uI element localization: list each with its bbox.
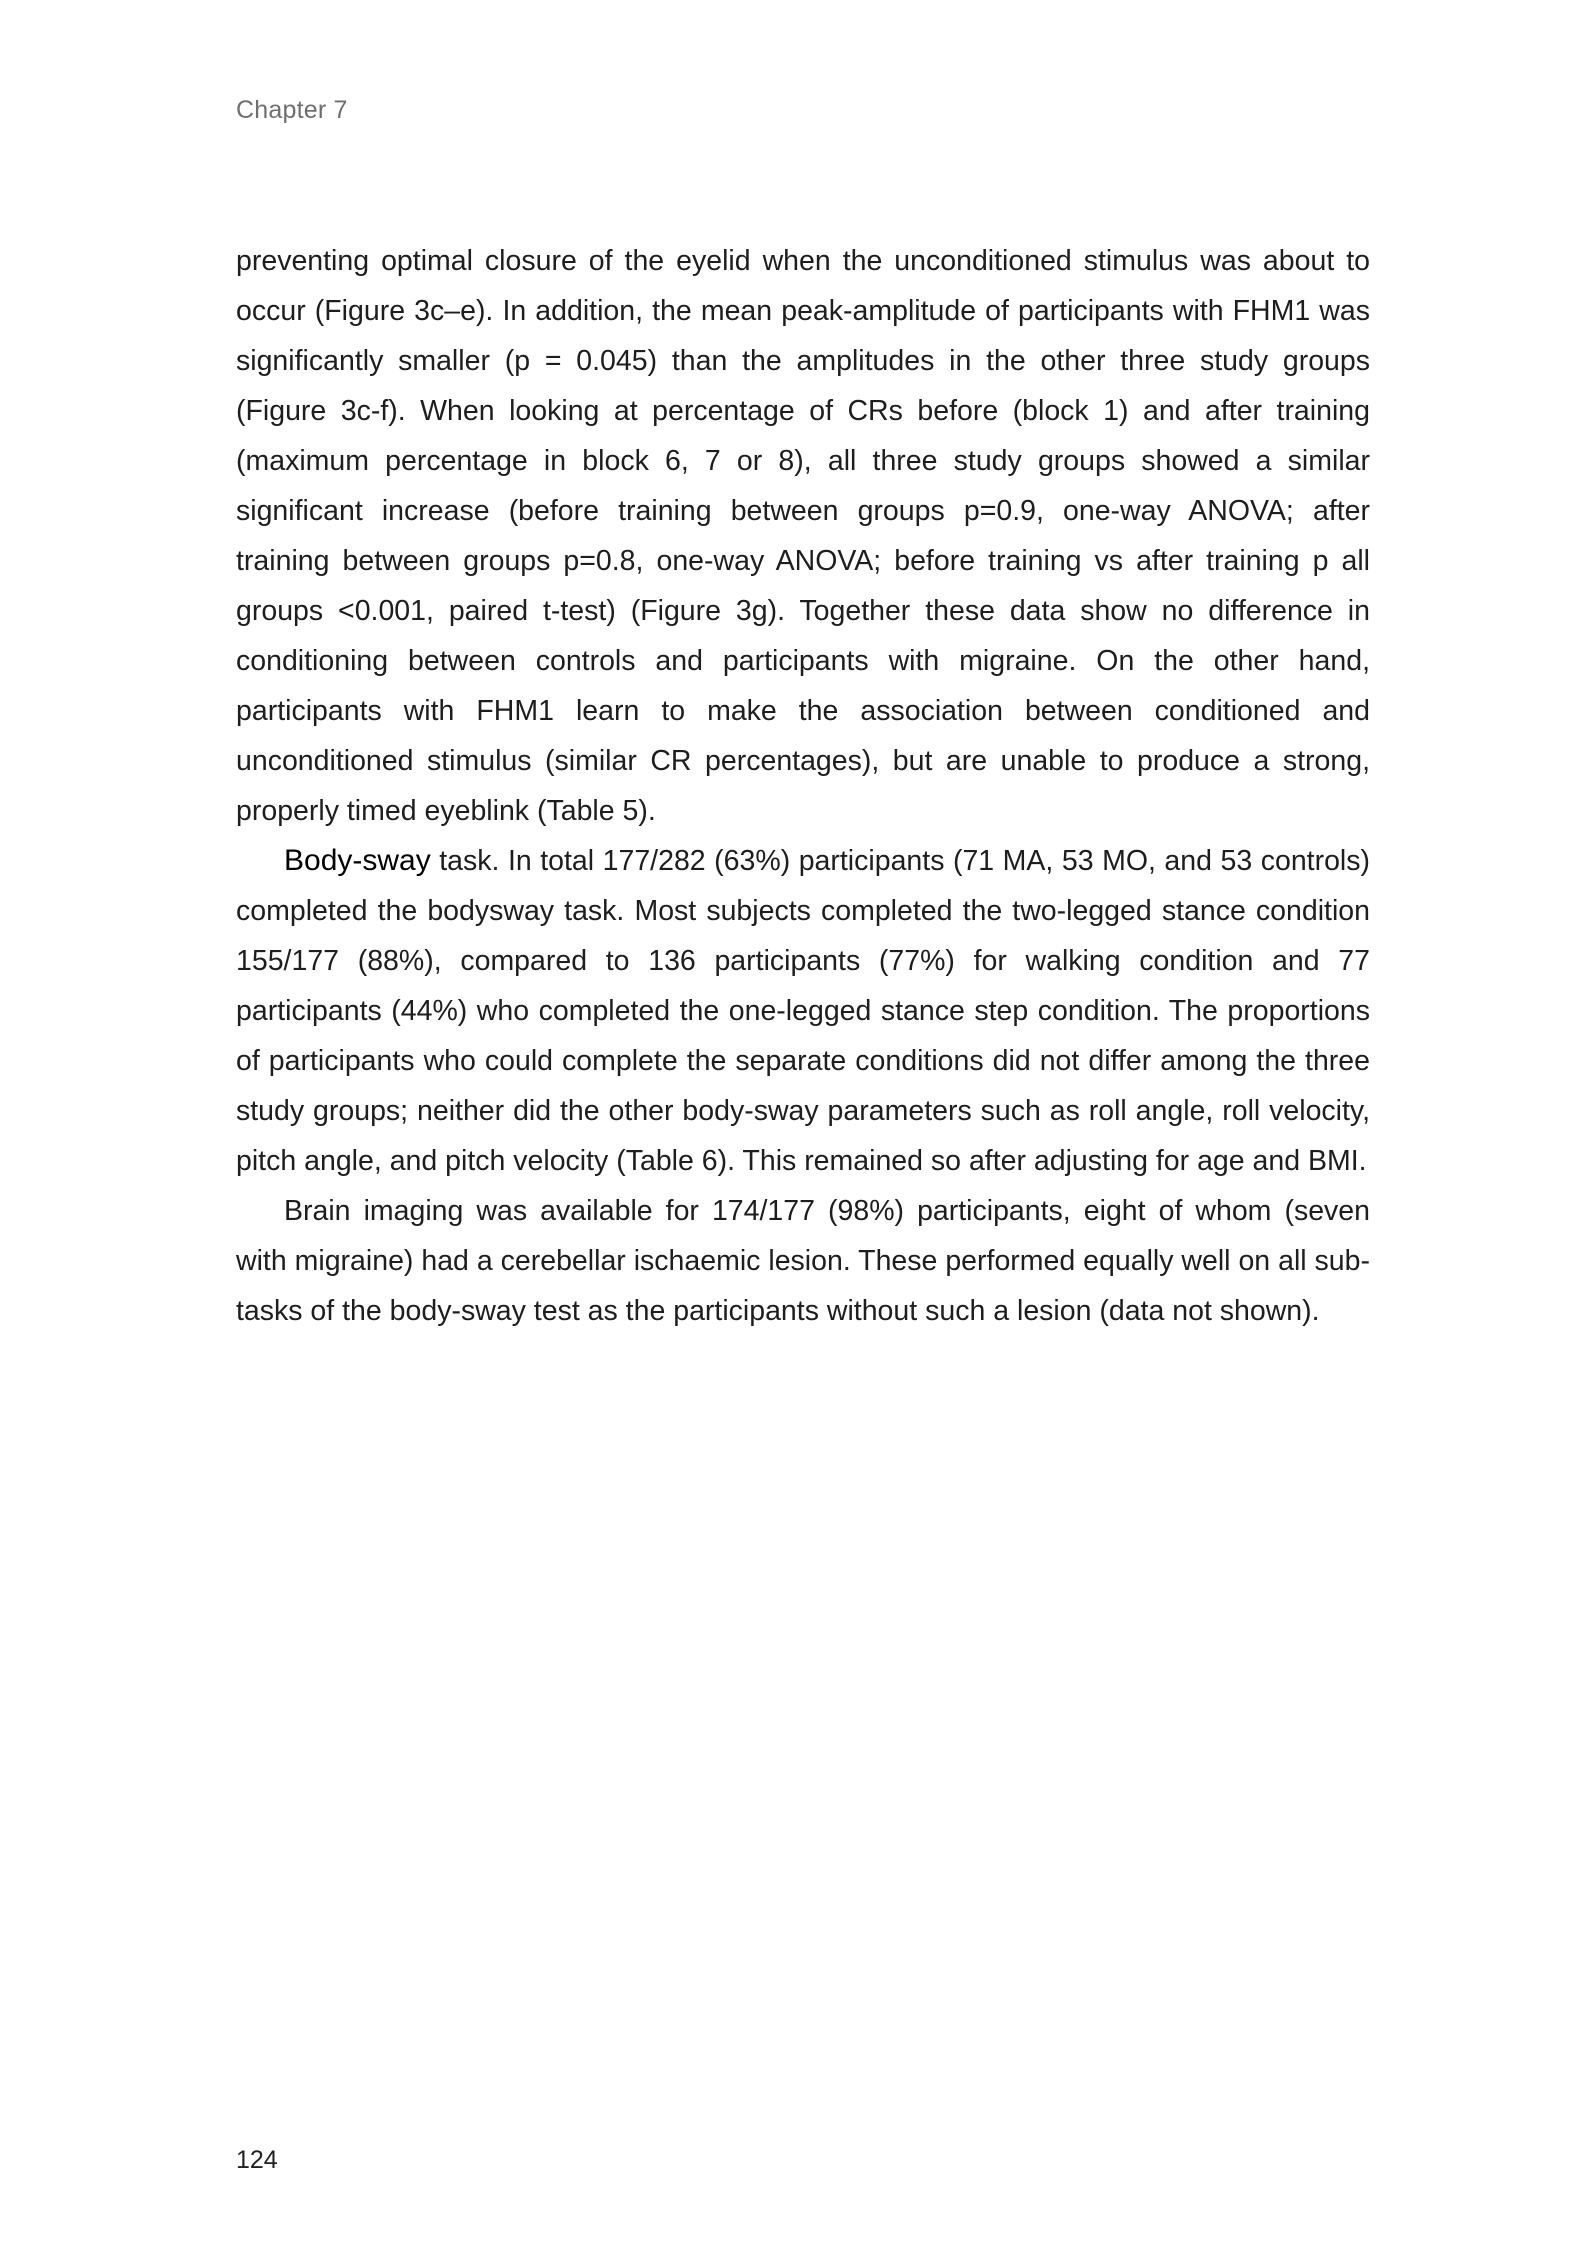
paragraph-body-sway-text: task. In total 177/282 (63%) participants (71 MA, 53 MO, and 53 controls) completed the bodysway task. Most subjects completed the two-legged stance condition 155/177 (88%), compared to 136 participants (77%) for walking condition and 77 participants (44%) who completed the one-legged stance step condition. The proportions of participants who could complete the separate conditions did not differ among the three study groups; neither did the other body-sway parameters such as roll angle, roll velocity, pitch angle, and pitch velocity (Table 6). This remained so after adjusting for age and BMI. xyxy=(236,845,1370,1177)
body-text xyxy=(236,236,1370,1336)
running-header: Chapter 7 xyxy=(236,96,348,124)
paragraph-brain-imaging: Brain imaging was available for 174/177 (98%) participants, eight of whom (seven with migraine) had a cerebellar ischaemic lesion. These performed equally well on all sub-tasks of the body-sway test as the participants without such a lesion (data not shown). xyxy=(236,1195,1370,1327)
paragraph-eyeblink-results: preventing optimal closure of the eyelid when the unconditioned stimulus was about to occur (Figure 3c–e). In addition, the mean peak-amplitude of participants with FHM1 was significantly smaller (p = 0.045) than the amplitudes in the other three study groups (Figure 3c-f). When looking at percentage of CRs before (block 1) and after training (maximum percentage in block 6, 7 or 8), all three study groups showed a similar significant increase (before training between groups p=0.9, one-way ANOVA; after training between groups p=0.8, one-way ANOVA; before training vs after training p all groups <0.001, paired t-test) (Figure 3g). Together these data show no difference in conditioning between controls and participants with migraine. On the other hand, participants with FHM1 learn to make the association between conditioned and unconditioned stimulus (similar CR percentages), but are unable to produce a strong, properly timed eyeblink (Table 5). xyxy=(236,245,1370,827)
page-number: 124 xyxy=(236,2146,278,2174)
paragraph-body-sway xyxy=(236,836,1370,1186)
run-in-heading-body-sway: Body-sway xyxy=(284,844,431,877)
